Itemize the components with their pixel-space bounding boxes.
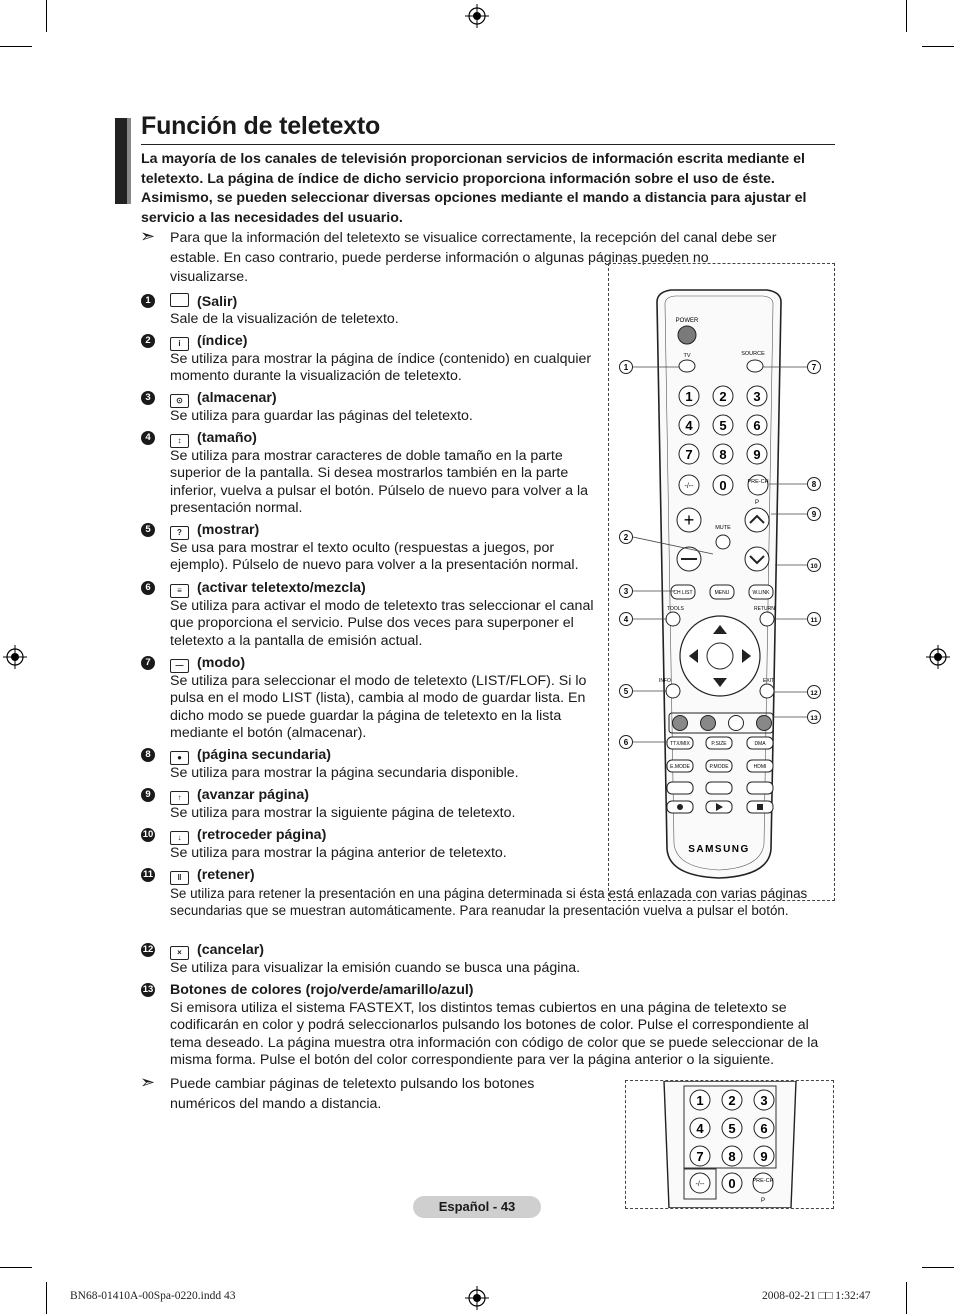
digit-3-label: 3: [753, 389, 761, 404]
callout-number: 11: [810, 617, 818, 624]
crop-mark: [0, 1267, 32, 1268]
item-heading: [170, 580, 366, 598]
enter-button[interactable]: [707, 643, 733, 669]
item-number-badge: 4: [141, 431, 155, 445]
size-icon: ↕: [170, 434, 189, 448]
item-description: Se utiliza para retener la presentación en una página determinada si ésta está enlazada con varias páginas secundarias que se muestran automáticamente. Para reanudar la presentación vuelva a pulsar el botón.: [170, 885, 808, 919]
info-button[interactable]: [666, 684, 680, 698]
forward-button[interactable]: [747, 782, 773, 794]
digit-2-label: 2: [728, 1093, 736, 1108]
digit-0-label: 0: [728, 1176, 736, 1191]
item-number-badge: 12: [142, 944, 154, 955]
item-heading: [170, 430, 257, 448]
note-2: [140, 1072, 570, 1114]
slug-date: 2008-02-21 □□ 1:32:47: [762, 1290, 871, 1302]
keypad-illustration-frame: [625, 1080, 834, 1209]
item-description: Se utiliza para guardar las páginas del teletexto.: [170, 407, 473, 424]
title-rule: [141, 144, 835, 145]
item-label: (activar teletexto/mezcla): [197, 580, 366, 596]
prech-label: PRE-CH: [747, 479, 769, 485]
remote-illustration-frame: [608, 263, 835, 901]
crop-mark: [46, 1282, 47, 1314]
mute-label: MUTE: [715, 525, 731, 531]
digit-2-label: 2: [719, 389, 727, 404]
intro-paragraph: La mayoría de los canales de televisión proporcionan servicios de información escrita mediante el teletexto. La página de índice de dicho servicio proporciona información sobre el uso de éste. Asimismo, se pueden seleccionar diversas opciones mediante el mando a distancia para ajustar el servicio a las necesidades del usuario.: [141, 151, 807, 226]
digit-7-label: 7: [696, 1149, 704, 1164]
item-number-badge: 10: [142, 829, 154, 840]
note-arrow-icon: ➣: [140, 226, 156, 246]
item-description: Se utiliza para mostrar la siguiente página de teletexto.: [170, 804, 516, 821]
channel-down-button[interactable]: [745, 547, 769, 571]
tv-button[interactable]: [679, 360, 695, 372]
callout-number: 9: [811, 510, 817, 519]
crop-mark: [906, 0, 907, 32]
channel-up-button[interactable]: [745, 508, 769, 532]
mode-icon: —: [170, 659, 189, 673]
digit-4-label: 4: [696, 1121, 704, 1136]
dma-label: DMA: [754, 741, 766, 747]
yellow-button[interactable]: [729, 716, 744, 731]
teletext-mix-icon: ≡: [170, 584, 189, 598]
item-label: (retroceder página): [197, 827, 327, 843]
exit-button[interactable]: [760, 684, 774, 698]
tv-label: TV: [683, 353, 691, 359]
digit-6-label: 6: [753, 418, 761, 433]
item-description: Se utiliza para mostrar la página secundaria disponible.: [170, 764, 519, 781]
item-heading: [170, 787, 309, 805]
crop-mark: [922, 46, 954, 47]
item-label: (tamaño): [197, 430, 257, 446]
item-description: Se usa para mostrar el texto oculto (respuestas a juegos, por ejemplo). Púlselo de nuevo para volver a la presentación normal.: [170, 539, 579, 574]
item-label: Botones de colores (rojo/verde/amarillo/azul): [170, 982, 474, 998]
item-number-badge: 3: [141, 391, 155, 405]
item-label: (Salir): [197, 294, 238, 310]
tools-label: TOOLS: [667, 606, 684, 612]
pause-button[interactable]: [706, 782, 732, 794]
red-button[interactable]: [673, 716, 688, 731]
item-number-badge: 5: [141, 523, 155, 537]
item-description: Se utiliza para mostrar la página anterior de teletexto.: [170, 844, 507, 861]
dash-label: -/--: [695, 1181, 705, 1188]
power-label: POWER: [675, 318, 699, 324]
digit-1-label: 1: [685, 389, 693, 404]
item-number-badge: 13: [142, 984, 154, 995]
callout-number: 6: [623, 738, 629, 747]
record-icon: [677, 804, 683, 810]
crop-mark: [0, 46, 32, 47]
digit-0-label: 0: [719, 478, 727, 493]
item-heading: [170, 942, 264, 960]
digit-9-label: 9: [753, 447, 761, 462]
digit-8-label: 8: [728, 1149, 736, 1164]
item-description: Se utiliza para mostrar caracteres de doble tamaño en la parte superior de la pantalla. Si desea mostrarlos también en la parte inferior, vuelva a pulsar el botón. Púlselo de nuevo para volver a la presentación normal.: [170, 447, 588, 517]
callout-number: 10: [810, 563, 818, 570]
note-arrow-icon: ➣: [140, 1072, 156, 1092]
callout-number: 1: [623, 363, 629, 372]
dash-label: -/--: [684, 483, 694, 490]
page-title: Función de teletexto: [141, 112, 381, 140]
digit-9-label: 9: [760, 1149, 768, 1164]
item-heading: [170, 747, 331, 765]
psize-label: P.SIZE: [711, 741, 727, 747]
store-icon: ⊙: [170, 394, 189, 408]
slug-file: BN68-01410A-00Spa-0220.indd 43: [70, 1290, 236, 1302]
item-label: (mostrar): [197, 522, 260, 538]
item-label: (cancelar): [197, 942, 265, 958]
item-heading: [170, 827, 326, 845]
menu-label: MENU: [714, 590, 730, 596]
crop-mark: [922, 1267, 954, 1268]
return-button[interactable]: [760, 612, 774, 626]
green-button[interactable]: [701, 716, 716, 731]
info-label: INFO: [659, 678, 671, 684]
digit-8-label: 8: [719, 447, 727, 462]
item-number-badge: 1: [141, 294, 155, 308]
brand-logo: SAMSUNG: [688, 844, 750, 855]
emode-label: E.MODE: [670, 764, 690, 770]
item-heading: [170, 655, 245, 673]
prech-label: PRE-CH: [752, 1178, 774, 1184]
digit-5-label: 5: [719, 418, 727, 433]
tv-exit-icon: [170, 293, 189, 307]
digit-7-label: 7: [685, 447, 693, 462]
p-label: P: [760, 1198, 766, 1204]
item-label: (avanzar página): [197, 787, 309, 803]
item-number-badge: 11: [142, 869, 154, 880]
mute-button[interactable]: [716, 535, 730, 549]
item-label: (retener): [197, 867, 255, 883]
p-label: P: [754, 500, 760, 506]
callout-number: 3: [623, 587, 629, 596]
callout-number: 13: [810, 715, 818, 722]
note-text: Puede cambiar páginas de teletexto pulsando los botones numéricos del mando a distancia.: [170, 1076, 535, 1112]
registration-mark-icon: [465, 4, 489, 28]
rewind-button[interactable]: [667, 782, 693, 794]
page-up-icon: ↑: [170, 791, 189, 805]
digit-5-label: 5: [728, 1121, 736, 1136]
registration-mark-icon: [3, 645, 27, 669]
index-icon: i: [170, 337, 189, 351]
title-accent-bar: [127, 118, 131, 204]
item-heading: [170, 390, 277, 408]
item-description: Se utiliza para visualizar la emisión cuando se busca una página.: [170, 959, 581, 976]
source-label: SOURCE: [741, 351, 765, 357]
cancel-icon: ×: [170, 946, 189, 960]
item-description: Se utiliza para activar el modo de teletexto tras seleccionar el canal que proporciona el servicio. Pulse dos veces para superponer el teletexto a la pantalla de emisión actual.: [170, 597, 594, 649]
hdmi-label: HDMI: [753, 764, 767, 770]
item-label: (almacenar): [197, 390, 277, 406]
callout-number: 2: [623, 533, 629, 542]
wlink-label: W.LINK: [752, 590, 770, 596]
item-heading: [170, 982, 474, 1000]
item-heading: [170, 522, 259, 540]
ttxmix-label: TTX/MIX: [670, 741, 690, 747]
blue-button[interactable]: [757, 716, 772, 731]
item-label: (índice): [197, 333, 248, 349]
power-button[interactable]: [678, 326, 696, 344]
digit-4-label: 4: [685, 418, 693, 433]
source-button[interactable]: [747, 360, 763, 372]
exit-label: EXIT: [763, 678, 775, 684]
reveal-icon: ?: [170, 526, 189, 540]
item-number-badge: 9: [141, 788, 155, 802]
callout-number: 4: [623, 615, 629, 624]
item-description: Si emisora utiliza el sistema FASTEXT, los distintos temas cubiertos en una página de teletexto se codificarán en color y podrá seleccionarlos pulsando los botones de color. Pulse el correspondiente al tema deseado. La página muestra otra información con código de color que se puede seleccionar de la misma forma. Pulse el botón del color correspondiente para ver la página anterior o la siguiente.: [170, 999, 819, 1069]
item-heading: [170, 293, 237, 312]
remote-control-illustration: [609, 264, 834, 900]
crop-mark: [906, 1282, 907, 1314]
keypad-illustration: [626, 1081, 833, 1208]
item-heading: [170, 333, 247, 351]
item-heading: [170, 867, 255, 885]
registration-mark-icon: [926, 645, 950, 669]
chlist-label: CH LIST: [673, 590, 693, 596]
digit-6-label: 6: [760, 1121, 768, 1136]
item-description: Se utiliza para mostrar la página de índice (contenido) en cualquier momento durante la visualización de teletexto.: [170, 350, 592, 385]
tools-button[interactable]: [666, 612, 680, 626]
item-description: Sale de la visualización de teletexto.: [170, 310, 399, 327]
digit-3-label: 3: [760, 1093, 768, 1108]
item-number-badge: 8: [141, 748, 155, 762]
item-label: (modo): [197, 655, 246, 671]
callout-number: 8: [811, 480, 817, 489]
callout-number: 7: [811, 363, 817, 372]
registration-mark-icon: [465, 1286, 489, 1310]
return-label: RETURN: [754, 606, 775, 612]
prech-button[interactable]: [748, 475, 768, 495]
note-text: Para que la información del teletexto se visualice correctamente, la recepción del canal debe ser estable. En caso contrario, puede perderse información o algunas páginas pueden no visualizarse.: [170, 230, 777, 286]
item-number-badge: 7: [141, 656, 155, 670]
item-description: Se utiliza para seleccionar el modo de teletexto (LIST/FLOF). Si lo pulsa en el modo LIST (lista), cambia al modo de guardar lista. En dicho modo se puede guardar la página de teletexto en la lista mediante el botón (almacenar).: [170, 672, 587, 742]
callout-number: 5: [623, 687, 629, 696]
item-number-badge: 6: [141, 581, 155, 595]
plus-icon: +: [683, 510, 695, 530]
page-down-icon: ↓: [170, 831, 189, 845]
page-number-badge: Español - 43: [413, 1196, 541, 1218]
item-label: (página secundaria): [197, 747, 332, 763]
hold-icon: ‖: [170, 871, 189, 885]
stop-icon: [757, 804, 763, 810]
item-number-badge: 2: [141, 334, 155, 348]
subpage-icon: ●: [170, 751, 189, 765]
callout-number: 12: [810, 690, 818, 697]
pmode-label: P.MODE: [709, 764, 729, 770]
digit-1-label: 1: [696, 1093, 704, 1108]
crop-mark: [46, 0, 47, 32]
